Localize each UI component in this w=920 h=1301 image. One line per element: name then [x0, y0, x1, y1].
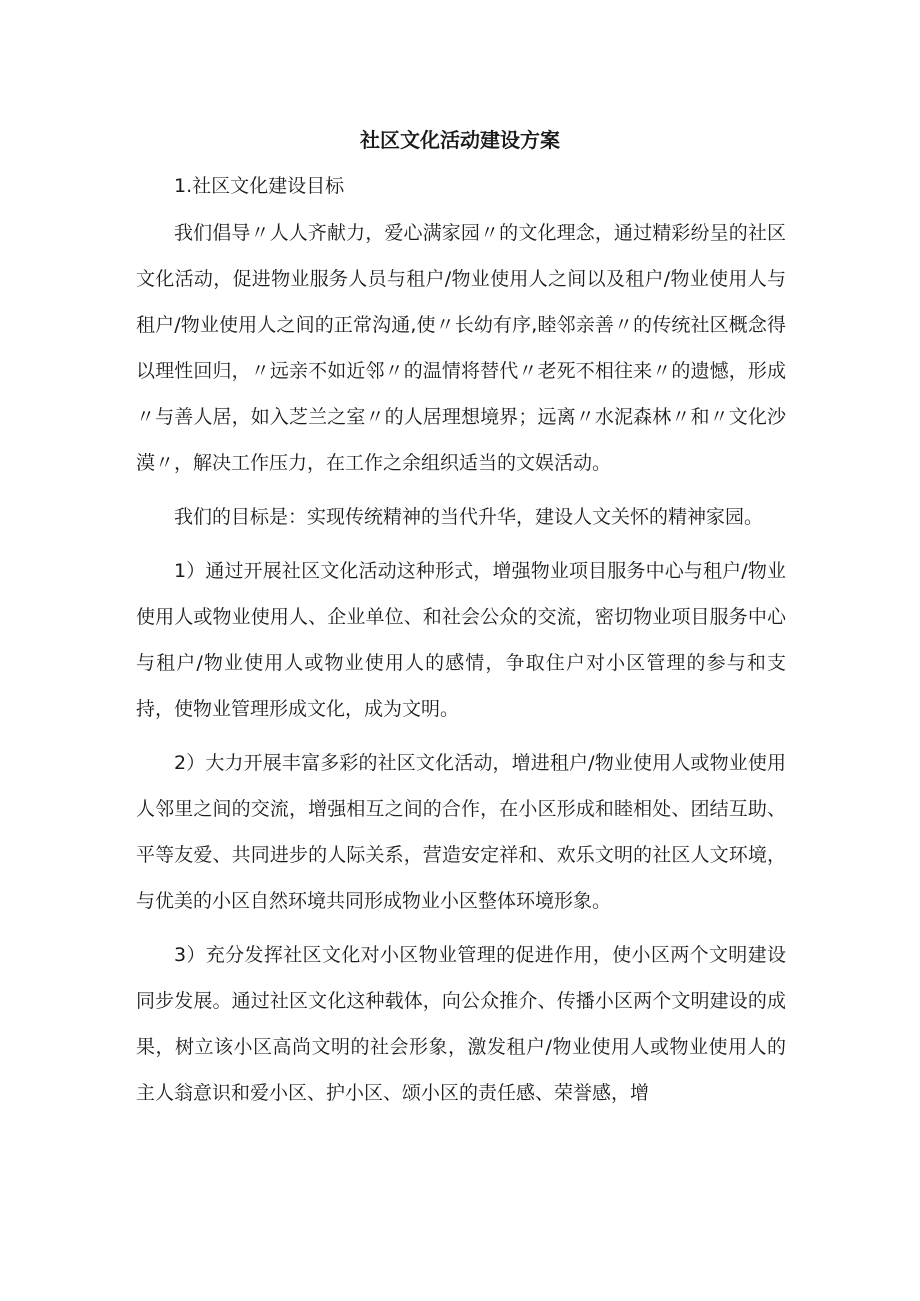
document-body	[136, 166, 786, 1124]
paragraph-goal: 我们的目标是：实现传统精神的当代升华，建设人文关怀的精神家园。	[174, 506, 764, 528]
document-title: 社区文化活动建设方案	[360, 128, 560, 152]
paragraph-item-2: 2）大力开展丰富多彩的社区文化活动，增进租户/物业使用人或物业使用人邻里之间的交流，增强相互之间的合作，在小区形成和睦相处、团结互助、平等友爱、共同进步的人际关系，营造安定祥和、欢乐文明的社区人文环境，与优美的小区自然环境共同形成物业小区整体环境形象。	[136, 752, 786, 912]
paragraph-intro: 我们倡导〃人人齐献力，爱心满家园〃的文化理念，通过精彩纷呈的社区文化活动，促进物业服务人员与租户/物业使用人之间以及租户/物业使用人与租户/物业使用人之间的正常沟通,使〃长幼有序,睦邻亲善〃的传统社区概念得以理性回归，〃远亲不如近邻〃的温情将替代〃老死不相往来〃的遗憾，形成〃与善人居，如入芝兰之室〃的人居理想境界；远离〃水泥森林〃和〃文化沙漠〃，解决工作压力，在工作之余组织适当的文娱活动。	[136, 222, 786, 474]
section-heading: 1.社区文化建设目标	[174, 175, 345, 197]
paragraph-item-1: 1）通过开展社区文化活动这种形式，增强物业项目服务中心与租户/物业使用人或物业使用人、企业单位、和社会公众的交流，密切物业项目服务中心与租户/物业使用人或物业使用人的感情，争取住户对小区管理的参与和支持，使物业管理形成文化，成为文明。	[136, 560, 786, 720]
paragraph-item-3: 3）充分发挥社区文化对小区物业管理的促进作用，使小区两个文明建设同步发展。通过社区文化这种载体，向公众推介、传播小区两个文明建设的成果，树立该小区高尚文明的社会形象，激发租户/物业使用人或物业使用人的主人翁意识和爱小区、护小区、颂小区的责任感、荣誉感，增	[136, 944, 786, 1104]
